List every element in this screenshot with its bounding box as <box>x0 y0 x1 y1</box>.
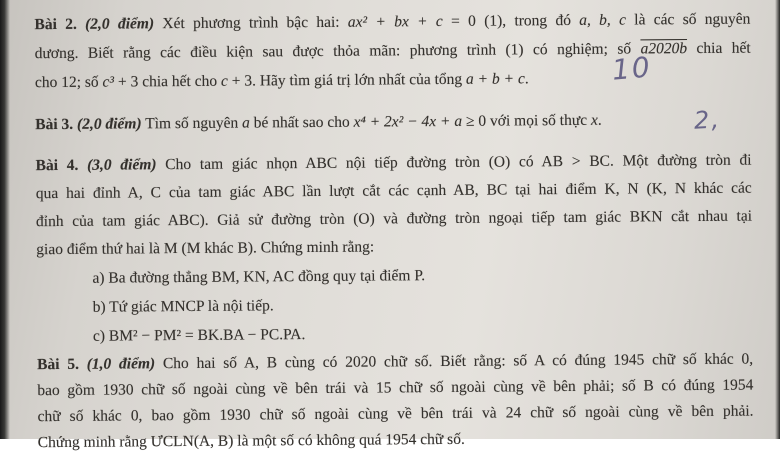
bai-4-line-3: đỉnh của tam giác ABC). Giả sử đường tròn (O) và đường tròn ngoại tiếp tam giác BKN cắt nhau tại <box>35 207 753 231</box>
bai-4-item-a: a) Ba đường thẳng BM, KN, AC đồng quy tại điểm P. <box>92 267 426 287</box>
bai-5-line-2: bao gồm 1930 chữ số ngoài cùng về bên trái và 15 chữ số ngoài cùng về bên phải; số B có đúng 1954 <box>37 376 754 400</box>
photo-dark-edge-right <box>775 0 780 439</box>
problem-bai-5 <box>37 347 754 456</box>
bai-4-line-4: giao điểm thứ hai là M (M khác B). Chứng minh rằng: <box>36 238 375 259</box>
bai-4-line-1: Bài 4. (3,0 điểm) Cho tam giác nhọn ABC nội tiếp đường tròn (O) có AB > BC. Một đường tròn đi <box>35 151 752 175</box>
handwritten-score-bai-3: 2, <box>693 105 722 135</box>
bai-3-line-1: Bài 3. (2,0 điểm) Tìm số nguyên a bé nhất sao cho x⁴ + 2x² − 4x + a ≥ 0 với mọi số thực x. <box>35 111 602 134</box>
bai-4-item-b: b) Tứ giác MNCP là nội tiếp. <box>92 297 274 316</box>
problem-bai-3 <box>35 105 751 140</box>
bai-2-line-1: Bài 2. (2,0 điểm) Xét phương trình bậc hai: ax² + bx + c = 0 (1), trong đó a, b, c là các số nguyên <box>34 10 751 34</box>
bai-4-subitems <box>36 259 753 352</box>
bai-5-line-3: chữ số khác 0, bao gồm 1930 chữ số ngoài cùng về bên trái và 24 chữ số ngoài cùng về bên phải. <box>37 402 754 426</box>
bai-5-line-4: Chứng minh rằng ƯCLN(A, B) là một số có không quá 1954 chữ số. <box>37 430 465 452</box>
bai-4-item-c: c) BM² − PM² = BK.BA − PC.PA. <box>92 326 306 345</box>
bai-2-line-3: cho 12; số c³ + 3 chia hết cho c + 3. Hãy tìm giá trị lớn nhất của tổng a + b + c. <box>34 70 529 92</box>
bai-5-line-1: Bài 5. (1,0 điểm) Cho hai số A, B cùng có 2020 chữ số. Biết rằng: số A có đúng 1945 chữ số khác 0, <box>37 350 754 374</box>
bai-2-line-2: dương. Biết rằng các điều kiện sau được thỏa mãn: phương trình (1) có nghiệm; số a2020b chia hết <box>34 39 751 63</box>
handwritten-score-bai-2: 10 <box>610 50 654 87</box>
bai-4-line-2: qua hai đỉnh A, C của tam giác ABC lần lượt cắt các cạnh AB, BC tại hai điểm K, N (K, N khác các <box>35 179 752 203</box>
photo-dark-edge-left <box>0 0 10 439</box>
problem-bai-4 <box>35 147 753 352</box>
